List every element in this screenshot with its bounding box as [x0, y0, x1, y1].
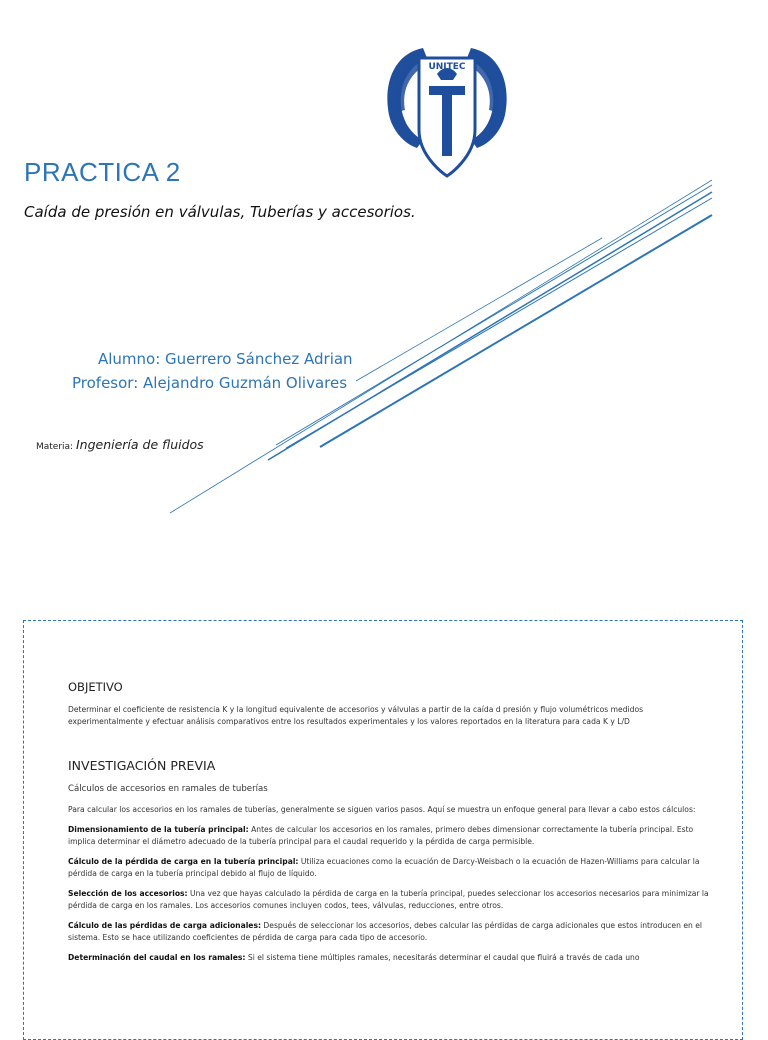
professor-name: Profesor: Alejandro Guzmán Olivares — [72, 374, 348, 392]
document-body — [68, 680, 718, 972]
item-term: Cálculo de la pérdida de carga en la tubería principal: — [68, 857, 299, 866]
deco-line — [356, 238, 602, 381]
list-item — [68, 888, 718, 912]
item-term: Determinación del caudal en los ramales: — [68, 953, 246, 962]
practice-subtitle: Caída de presión en válvulas, Tuberías y accesorios. — [24, 203, 416, 221]
item-text: Antes de calcular los accesorios en los ramales, primero debes dimensionar correctamente la tubería principal. Esto implica determinar el diámetro adecuado de la tubería principal para el caudal requerido y la pérdida de carga permisible. — [68, 825, 694, 846]
item-term: Dimensionamiento de la tubería principal: — [68, 825, 249, 834]
student-name: Alumno: Guerrero Sánchez Adrian — [98, 350, 353, 368]
research-intro: Para calcular los accesorios en los ramales de tuberías, generalmente se siguen varios pasos. Aquí se muestra un enfoque general para llevar a cabo estos cálculos: — [68, 805, 696, 814]
list-item — [68, 920, 718, 944]
item-text: Una vez que hayas calculado la pérdida de carga en la tubería principal, puedes seleccionar los accesorios necesarios para minimizar la pérdida de carga en los ramales. Los accesorios comunes incluyen codos, tees, válvulas, reducciones, entre otros. — [68, 889, 709, 910]
item-text: Después de seleccionar los accesorios, debes calcular las pérdidas de carga adicionales que estos introducen en el sistema. Esto se hace utilizando coeficientes de pérdida de carga para cada tipo de accesorio. — [68, 921, 703, 942]
item-text: Si el sistema tiene múltiples ramales, necesitarás determinar el caudal que fluirá a través de cada uno — [245, 953, 640, 962]
subject-label: Materia: — [36, 442, 76, 452]
item-term: Selección de los accesorios: — [68, 889, 188, 898]
objective-text: Determinar el coeficiente de resistencia K y la longitud equivalente de accesorios y válvulas a partir de la caída d presión y flujo volumétricos medidos experimentalmente y efectuar análisis comparativos entre los resultados experimentales y los valores reportados en la literatura para cada K y L/D — [68, 705, 644, 726]
deco-line — [276, 185, 712, 445]
deco-line — [286, 198, 712, 448]
list-item — [68, 824, 718, 848]
list-item — [68, 856, 718, 880]
list-item — [68, 952, 718, 964]
item-term: Cálculo de las pérdidas de carga adicionales: — [68, 921, 262, 930]
subject-value: Ingeniería de fluidos — [75, 437, 204, 452]
research-heading: INVESTIGACIÓN PREVIA — [68, 758, 216, 773]
objective-heading: OBJETIVO — [68, 680, 123, 694]
item-text: Utiliza ecuaciones como la ecuación de Darcy-Weisbach o la ecuación de Hazen-Williams para calcular la pérdida de carga en la tubería principal debido al flujo de líquido. — [68, 857, 700, 878]
logo-text: UNITEC — [428, 62, 466, 72]
deco-line — [320, 215, 712, 447]
practice-title: PRACTICA 2 — [24, 157, 181, 187]
research-subheading: Cálculos de accesorios en ramales de tuberías — [68, 784, 268, 794]
